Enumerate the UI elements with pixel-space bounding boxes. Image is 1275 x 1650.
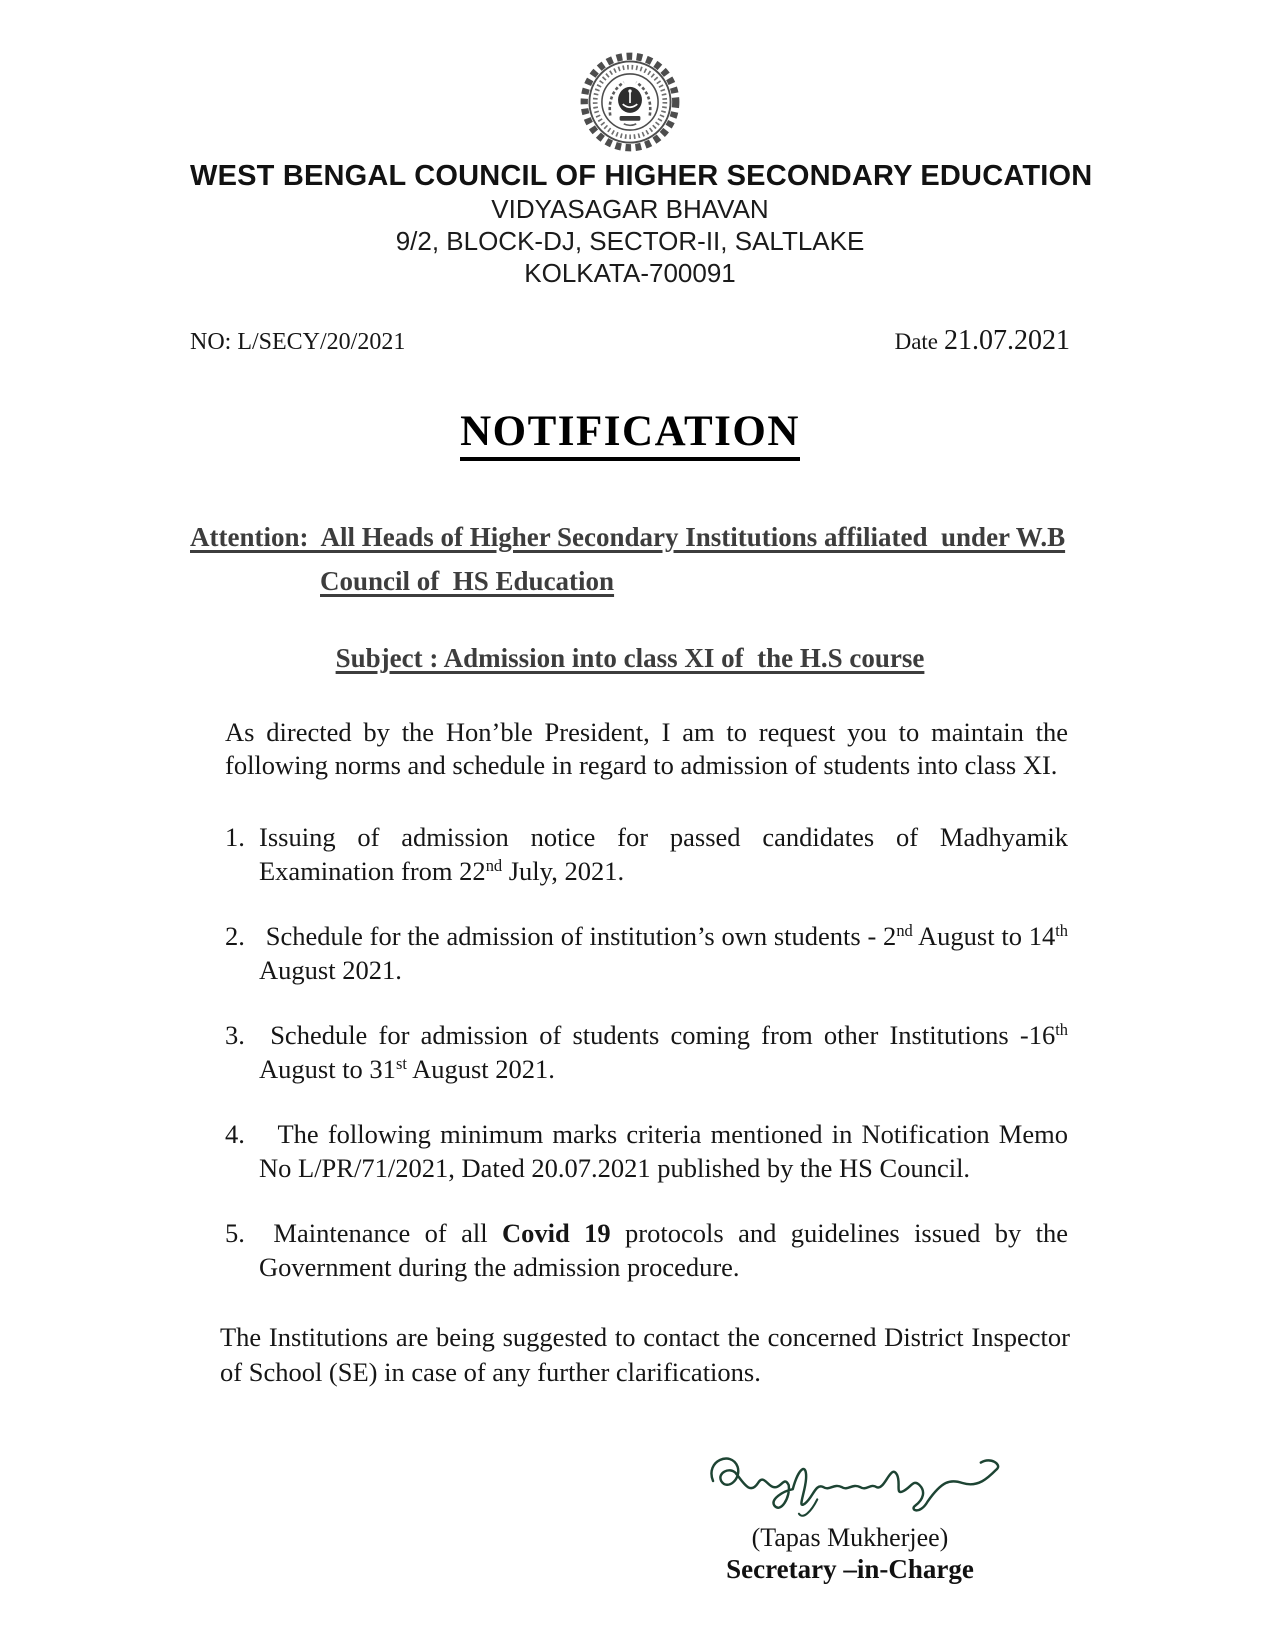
list-item-number: 3.: [225, 1020, 245, 1050]
list-item: [225, 820, 1075, 888]
subject-line: Subject : Admission into class XI of the H.S course: [335, 643, 925, 673]
page-title: NOTIFICATION: [460, 407, 800, 461]
list-item-number: 5.: [225, 1218, 245, 1248]
date-label: Date: [894, 329, 938, 354]
building-name: VIDYASAGAR BHAVAN: [491, 194, 769, 224]
list-item-text: The following minimum marks criteria mentioned in Notification Memo No L/PR/71/2021, Dated 20.07.2021 published by the HS Council.: [259, 1119, 1075, 1183]
signature-path: [711, 1459, 998, 1511]
attention-line-1: Attention: All Heads of Higher Secondary Institutions affiliated under W.B: [190, 522, 1066, 552]
signature-scribble-icon: [695, 1436, 1005, 1528]
signatory-title: Secretary –in-Charge: [726, 1554, 974, 1584]
signatory-name: (Tapas Mukherjee): [751, 1523, 949, 1552]
list-item-number: 2.: [225, 921, 245, 951]
list-item-number: 4.: [225, 1119, 245, 1149]
list-item-text: Issuing of admission notice for passed candidates of Madhyamik Examination from 22nd July, 2021.: [259, 822, 1075, 886]
date-value: 21.07.2021: [944, 325, 1070, 356]
list-item: [225, 1018, 1075, 1086]
letter-body: [35, 716, 1273, 1284]
list-item: [225, 919, 1074, 987]
reference-row: [0, 325, 1275, 357]
address-line: 9/2, BLOCK-DJ, SECTOR-II, SALTLAKE: [395, 226, 865, 256]
council-seal-icon: [578, 50, 682, 154]
letterhead: [0, 0, 1275, 289]
list-item-text: Maintenance of all Covid 19 protocols and guidelines issued by the Government during the admission procedure.: [259, 1218, 1075, 1282]
title-row: [0, 407, 1275, 461]
intro-paragraph: As directed by the Hon’ble President, I am to request you to maintain the following norms and schedule in regard to admission of students into class XI.: [225, 717, 1075, 780]
list-item-number: 1.: [225, 822, 245, 852]
numbered-list: [225, 820, 1075, 1284]
list-item: [225, 1216, 1075, 1284]
list-item-text: Schedule for admission of students coming from other Institutions -16th August to 31st August 2021.: [259, 1019, 1075, 1084]
list-item: [225, 1117, 1075, 1185]
attention-line-2: Council of HS Education: [320, 566, 615, 596]
org-name: WEST BENGAL COUNCIL OF HIGHER SECONDARY EDUCATION: [190, 160, 1093, 192]
signature-block: [685, 1436, 1015, 1585]
date-cell: [895, 325, 1070, 357]
reference-number: NO: L/SECY/20/2021: [190, 329, 406, 355]
closing-paragraph: The Institutions are being suggested to contact the concerned District Inspector of School (SE) in case of any further clarifications.: [220, 1322, 1070, 1387]
list-item-text: Schedule for the admission of institution’s own students - 2nd August to 14th August 2021.: [259, 920, 1074, 985]
attention-block: [0, 515, 1275, 603]
city-line: KOLKATA-700091: [524, 258, 736, 288]
